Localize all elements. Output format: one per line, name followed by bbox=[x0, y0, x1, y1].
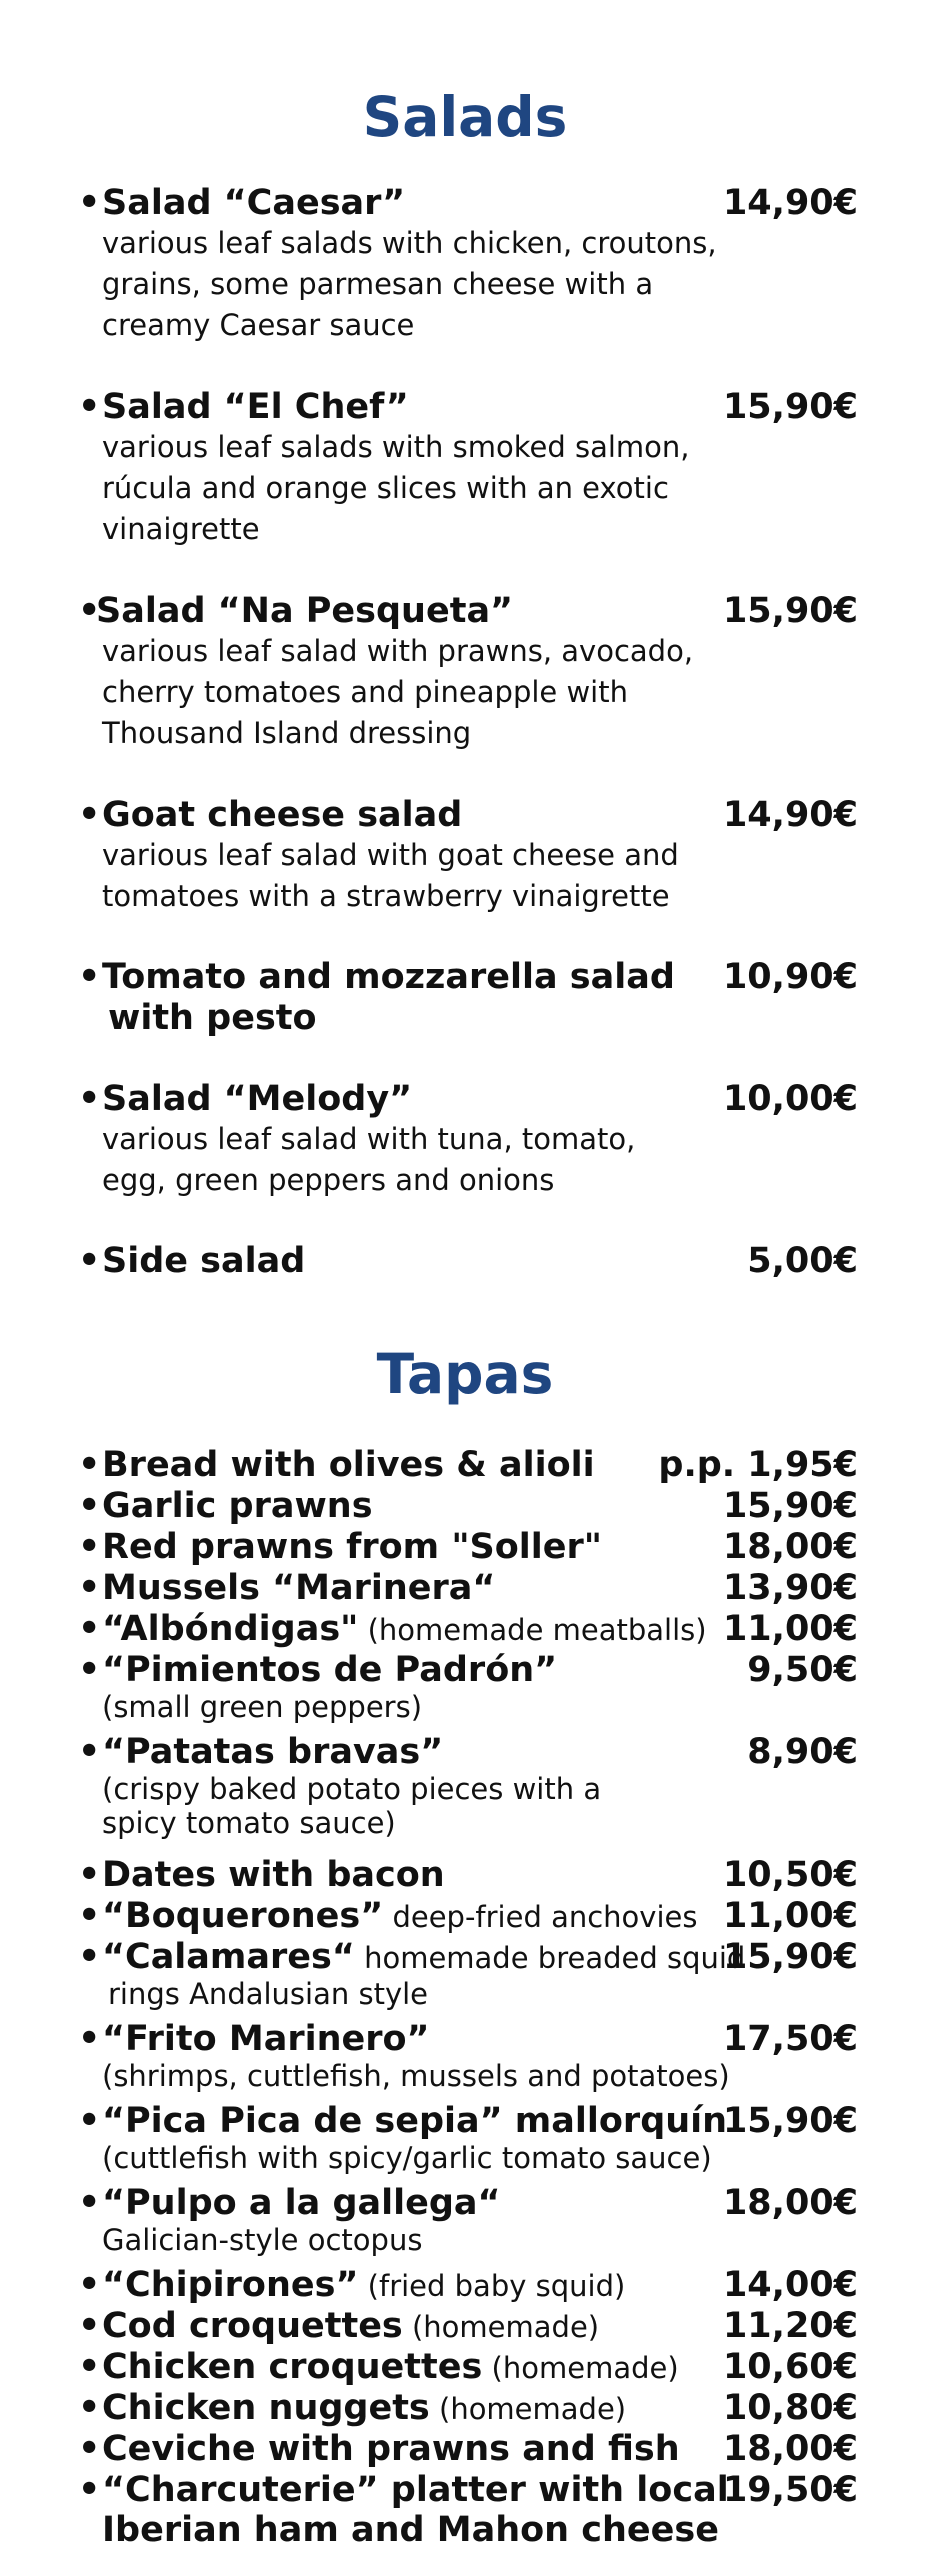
bullet: • bbox=[78, 795, 101, 835]
item-note: (homemade) bbox=[402, 2310, 600, 2344]
item-price: 5,00€ bbox=[747, 1241, 858, 1281]
bullet: • bbox=[78, 1855, 101, 1895]
tapa-item-mussels bbox=[78, 1568, 858, 1608]
tapa-item-ceviche bbox=[78, 2429, 858, 2469]
item-description bbox=[102, 835, 858, 917]
tapa-item-chipirones bbox=[78, 2265, 858, 2305]
item-description: rings Andalusian style bbox=[108, 1977, 429, 2011]
item-name-continued: Iberian ham and Mahon cheese bbox=[102, 2510, 719, 2550]
tapa-item-garlic-prawns bbox=[78, 1486, 858, 1526]
item-price: 8,90€ bbox=[747, 1732, 858, 1772]
desc-line: creamy Caesar sauce bbox=[102, 308, 415, 342]
item-name: Chicken croquettes bbox=[102, 2347, 483, 2387]
item-price: 18,00€ bbox=[722, 2183, 858, 2223]
tapa-item-albondigas bbox=[78, 1609, 858, 1649]
item-description: spicy tomato sauce) bbox=[102, 1806, 396, 1840]
item-name: Salad “Melody” bbox=[102, 1079, 413, 1119]
item-name: “Calamares“ bbox=[102, 1937, 355, 1977]
bullet: • bbox=[78, 2265, 101, 2305]
tapa-item-patatas-bravas bbox=[78, 1732, 858, 1840]
item-note: homemade breaded squid bbox=[354, 1941, 746, 1975]
bullet: • bbox=[78, 1079, 101, 1119]
tapa-item-calamares bbox=[78, 1937, 858, 2011]
salads-heading: Salads bbox=[362, 85, 568, 149]
item-note: (fried baby squid) bbox=[358, 2269, 626, 2303]
item-description: (crispy baked potato pieces with a bbox=[102, 1772, 602, 1806]
bullet: • bbox=[78, 183, 101, 223]
item-price: 11,20€ bbox=[722, 2306, 858, 2346]
bullet: • bbox=[78, 387, 101, 427]
item-name: “Pica Pica de sepia” mallorquín bbox=[102, 2101, 728, 2141]
item-name: Mussels “Marinera“ bbox=[102, 1568, 496, 1608]
item-name: Salad “Caesar” bbox=[102, 183, 406, 223]
bullet: • bbox=[78, 2429, 101, 2469]
item-name: “Pimientos de Padrón” bbox=[102, 1650, 558, 1690]
bullet: • bbox=[78, 1896, 101, 1936]
item-description bbox=[102, 631, 858, 754]
desc-line: Thousand Island dressing bbox=[102, 716, 472, 750]
item-name: Salad “Na Pesqueta” bbox=[96, 591, 514, 631]
tapa-item-pulpo bbox=[78, 2183, 858, 2257]
item-name: Goat cheese salad bbox=[102, 795, 463, 835]
tapa-item-pica-pica bbox=[78, 2101, 858, 2175]
item-note: (homemade meatballs) bbox=[358, 1613, 707, 1647]
bullet: • bbox=[78, 1732, 101, 1772]
item-price: 15,90€ bbox=[722, 1937, 858, 1977]
item-price: 18,00€ bbox=[722, 1527, 858, 1567]
item-note: (homemade) bbox=[482, 2351, 679, 2385]
bullet: • bbox=[78, 1609, 101, 1649]
desc-line: rúcula and orange slices with an exotic bbox=[102, 471, 669, 505]
item-name: Bread with olives & alioli bbox=[102, 1445, 595, 1485]
salad-item-tomato-mozzarella bbox=[78, 957, 858, 1038]
item-name: “Charcuterie” platter with local bbox=[102, 2470, 729, 2510]
desc-line: various leaf salad with prawns, avocado, bbox=[102, 634, 694, 668]
item-name: Garlic prawns bbox=[102, 1486, 373, 1526]
item-name: “Boquerones” bbox=[102, 1896, 384, 1936]
item-description: Galician-style octopus bbox=[102, 2223, 423, 2257]
item-name-continued: with pesto bbox=[108, 998, 317, 1038]
item-price: 15,90€ bbox=[722, 591, 858, 631]
desc-line: various leaf salad with goat cheese and bbox=[102, 838, 679, 872]
bullet: • bbox=[78, 591, 101, 631]
salad-item-caesar bbox=[78, 183, 858, 346]
desc-line: egg, green peppers and onions bbox=[102, 1163, 555, 1197]
bullet: • bbox=[78, 1568, 101, 1608]
tapa-item-frito-marinero bbox=[78, 2019, 858, 2093]
tapas-heading: Tapas bbox=[376, 1342, 554, 1406]
desc-line: vinaigrette bbox=[102, 512, 260, 546]
item-name: Tomato and mozzarella salad bbox=[102, 957, 675, 997]
item-price: 14,90€ bbox=[722, 183, 858, 223]
salad-item-el-chef bbox=[78, 387, 858, 550]
tapa-item-red-prawns bbox=[78, 1527, 858, 1567]
item-description bbox=[102, 427, 858, 550]
item-price: 14,00€ bbox=[722, 2265, 858, 2305]
desc-line: grains, some parmesan cheese with a bbox=[102, 267, 654, 301]
item-price: 14,90€ bbox=[722, 795, 858, 835]
item-price: 15,90€ bbox=[722, 1486, 858, 1526]
tapa-item-bread bbox=[78, 1445, 858, 1485]
bullet: • bbox=[78, 2306, 101, 2346]
desc-line: various leaf salads with chicken, croutons, bbox=[102, 226, 717, 260]
bullet: • bbox=[78, 2101, 101, 2141]
item-price: 11,00€ bbox=[722, 1609, 858, 1649]
tapa-item-charcuterie bbox=[78, 2470, 858, 2550]
item-description: (cuttlefish with spicy/garlic tomato sauce) bbox=[102, 2141, 712, 2175]
item-name: Chicken nuggets bbox=[102, 2388, 430, 2428]
item-note: deep-fried anchovies bbox=[383, 1900, 698, 1934]
bullet: • bbox=[78, 1937, 101, 1977]
item-note: (homemade) bbox=[429, 2392, 627, 2426]
item-price: 17,50€ bbox=[722, 2019, 858, 2059]
item-name: Side salad bbox=[102, 1241, 306, 1281]
tapa-item-chicken-croquettes bbox=[78, 2347, 858, 2387]
tapa-item-cod-croquettes bbox=[78, 2306, 858, 2346]
desc-line: various leaf salads with smoked salmon, bbox=[102, 430, 690, 464]
bullet: • bbox=[78, 1241, 101, 1281]
item-description: (small green peppers) bbox=[102, 1690, 423, 1724]
tapa-item-dates bbox=[78, 1855, 858, 1895]
item-price: 10,80€ bbox=[722, 2388, 858, 2428]
desc-line: cherry tomatoes and pineapple with bbox=[102, 675, 628, 709]
item-name: Ceviche with prawns and fish bbox=[102, 2429, 680, 2469]
desc-line: various leaf salad with tuna, tomato, bbox=[102, 1122, 636, 1156]
bullet: • bbox=[78, 2388, 101, 2428]
bullet: • bbox=[78, 957, 101, 997]
item-name: Cod croquettes bbox=[102, 2306, 403, 2346]
item-name: Salad “El Chef” bbox=[102, 387, 409, 427]
item-description bbox=[102, 223, 858, 346]
item-name: “Albóndigas" bbox=[102, 1609, 359, 1649]
bullet: • bbox=[78, 1445, 101, 1485]
item-price: 10,50€ bbox=[722, 1855, 858, 1895]
bullet: • bbox=[78, 2470, 101, 2510]
bullet: • bbox=[78, 2019, 101, 2059]
item-name: Dates with bacon bbox=[102, 1855, 445, 1895]
item-name: “Frito Marinero” bbox=[102, 2019, 430, 2059]
tapa-item-chicken-nuggets bbox=[78, 2388, 858, 2428]
item-price: 15,90€ bbox=[722, 387, 858, 427]
tapa-item-pimientos bbox=[78, 1650, 858, 1724]
item-price: 13,90€ bbox=[722, 1568, 858, 1608]
bullet: • bbox=[78, 1486, 101, 1526]
salad-item-side bbox=[78, 1241, 858, 1281]
bullet: • bbox=[78, 2347, 101, 2387]
item-price: p.p. 1,95€ bbox=[658, 1445, 858, 1485]
item-price: 10,00€ bbox=[722, 1079, 858, 1119]
item-price: 10,60€ bbox=[722, 2347, 858, 2387]
salad-item-melody bbox=[78, 1079, 858, 1201]
item-price: 11,00€ bbox=[722, 1896, 858, 1936]
item-name: “Pulpo a la gallega“ bbox=[102, 2183, 501, 2223]
item-price: 18,00€ bbox=[722, 2429, 858, 2469]
tapa-item-boquerones bbox=[78, 1896, 858, 1936]
salad-item-goat-cheese bbox=[78, 795, 858, 917]
bullet: • bbox=[78, 1650, 101, 1690]
salad-item-na-pesqueta bbox=[78, 591, 858, 754]
item-price: 10,90€ bbox=[722, 957, 858, 997]
item-description bbox=[102, 1119, 858, 1201]
bullet: • bbox=[78, 1527, 101, 1567]
bullet: • bbox=[78, 2183, 101, 2223]
item-price: 19,50€ bbox=[722, 2470, 858, 2510]
item-price: 9,50€ bbox=[747, 1650, 858, 1690]
item-name: “Chipirones” bbox=[102, 2265, 359, 2305]
item-price: 15,90€ bbox=[722, 2101, 858, 2141]
item-name: Red prawns from "Soller" bbox=[102, 1527, 603, 1567]
desc-line: tomatoes with a strawberry vinaigrette bbox=[102, 879, 670, 913]
item-name: “Patatas bravas” bbox=[102, 1732, 444, 1772]
item-description: (shrimps, cuttlefish, mussels and potatoes) bbox=[102, 2059, 730, 2093]
